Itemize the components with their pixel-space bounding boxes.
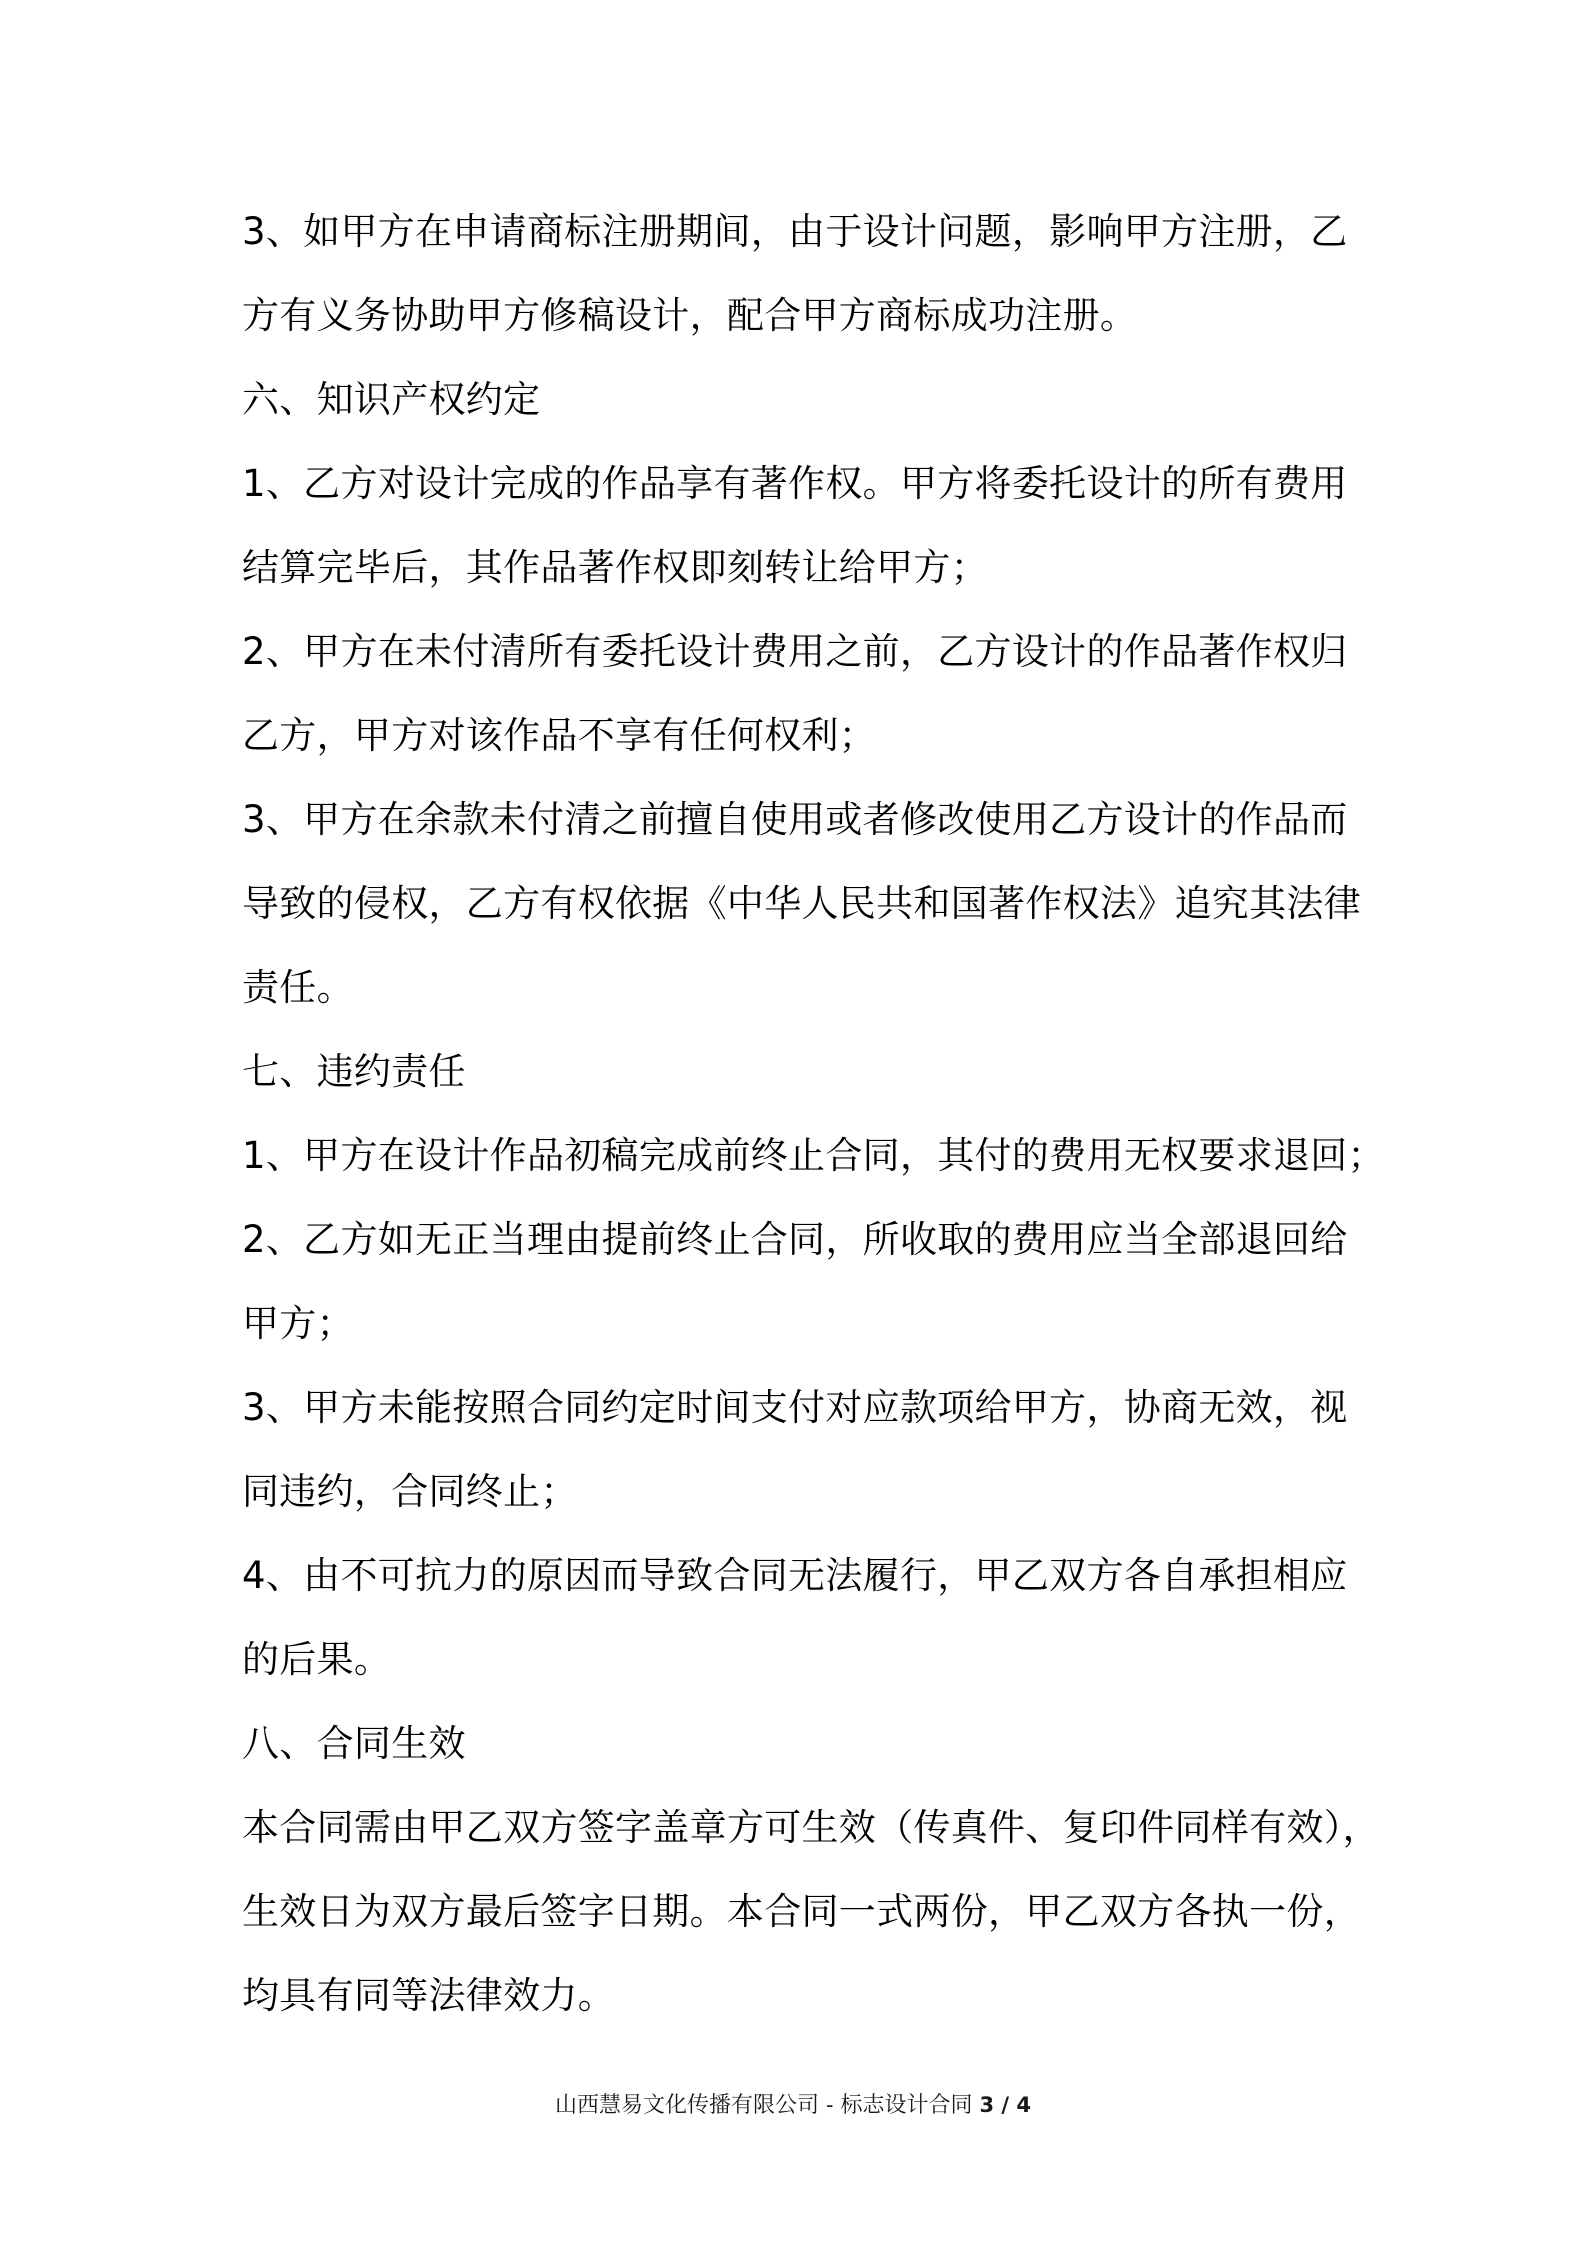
- text-line-breach-2-a: 2、乙方如无正当理由提前终止合同，所收取的费用应当全部退回给: [242, 1218, 1348, 1261]
- text-line-effective-b: 生效日为双方最后签字日期。本合同一式两份，甲乙双方各执一份，: [242, 1890, 1361, 1933]
- text-line-breach-1: 1、甲方在设计作品初稿完成前终止合同，其付的费用无权要求退回；: [242, 1134, 1385, 1177]
- text-line-ip-2-b: 乙方，甲方对该作品不享有任何权利；: [242, 714, 877, 757]
- text-line-breach-3-a: 3、甲方未能按照合同约定时间支付对应款项给甲方，协商无效，视: [242, 1386, 1348, 1429]
- text-line-clause-3-registration-1: 3、如甲方在申请商标注册期间，由于设计问题，影响甲方注册，乙: [242, 210, 1348, 253]
- contract-body: [242, 190, 1385, 2038]
- text-line-effective-c: 均具有同等法律效力。: [242, 1974, 615, 2017]
- section-heading-breach: 七、违约责任: [242, 1050, 466, 1093]
- text-line-ip-3-c: 责任。: [242, 966, 354, 1009]
- text-line-ip-1-a: 1、乙方对设计完成的作品享有著作权。甲方将委托设计的所有费用: [242, 462, 1348, 505]
- text-line-ip-2-a: 2、甲方在未付清所有委托设计费用之前，乙方设计的作品著作权归: [242, 630, 1348, 673]
- text-line-ip-3-b: 导致的侵权，乙方有权依据《中华人民共和国著作权法》追究其法律: [242, 882, 1361, 925]
- text-line-ip-1-b: 结算完毕后，其作品著作权即刻转让给甲方；: [242, 546, 988, 589]
- text-line-clause-3-registration-2: 方有义务协助甲方修稿设计，配合甲方商标成功注册。: [242, 294, 1138, 337]
- page-number: 3 / 4: [979, 2093, 1031, 2117]
- text-line-breach-4-a: 4、由不可抗力的原因而导致合同无法履行，甲乙双方各自承担相应: [242, 1554, 1348, 1597]
- section-heading-ip: 六、知识产权约定: [242, 378, 541, 421]
- text-line-effective-a: 本合同需由甲乙双方签字盖章方可生效（传真件、复印件同样有效），: [242, 1806, 1380, 1849]
- text-line-breach-4-b: 的后果。: [242, 1638, 392, 1681]
- page-footer: [0, 2088, 1586, 2119]
- section-heading-effective: 八、合同生效: [242, 1722, 466, 1765]
- footer-title: 山西慧易文化传播有限公司 - 标志设计合同: [555, 2093, 973, 2118]
- text-line-ip-3-a: 3、甲方在余款未付清之前擅自使用或者修改使用乙方设计的作品而: [242, 798, 1348, 841]
- text-line-breach-3-b: 同违约，合同终止；: [242, 1470, 578, 1513]
- text-line-breach-2-b: 甲方；: [242, 1302, 354, 1345]
